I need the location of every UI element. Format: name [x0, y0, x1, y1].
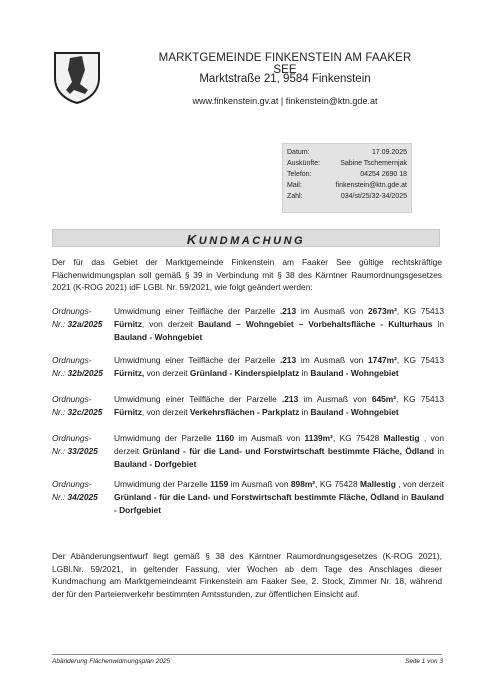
item-number-label: Ordnungs- Nr.: 32c/2025: [52, 394, 103, 417]
footer-document-name: Abänderung Flächenwidmungsplan 2025: [52, 658, 171, 665]
item-number-label: Ordnungs- Nr.: 33/2025: [52, 433, 98, 456]
info-label: Datum:: [287, 149, 310, 156]
item-description: Umwidmung einer Teilfläche der Parzelle .213 im Ausmaß von 2673m², KG 75413 Fürnitz, von derzeit Bauland – Wohngebiet – Vorbehaltsfläche - Kulturhaus in Bauland - Wohngebiet: [114, 306, 445, 342]
municipality-crest-logo: [52, 50, 102, 105]
info-row: [287, 147, 407, 158]
info-box: [282, 143, 412, 213]
info-label: Mail:: [287, 182, 302, 189]
intro-paragraph: Der für das Gebiet der Marktgemeinde Finkenstein am Faaker See gültige rechtskräftige Flächenwidmungsplan soll gemäß § 39 in Verbindung mit § 38 des Kärntner Raumordnungsgesetzes 2021 (K-ROG 2021) idF LGBl. Nr. 59/2021, wie folgt geändert werden:: [52, 257, 442, 292]
info-row: [287, 169, 407, 180]
footer-divider: [52, 654, 442, 655]
item-description: Umwidmung der Parzelle 1159 im Ausmaß von 898m², KG 75428 Mallestig , von derzeit Grünland - für die Land- und Forstwirtschaft bestimmte Fläche, Ödland in Bauland - Dorfgebiet: [114, 479, 445, 515]
info-value: Sabine Tschemernjak: [340, 160, 407, 167]
item-number-label: Ordnungs- Nr.: 32b/2025: [52, 355, 103, 378]
item-description: Umwidmung der Parzelle 1160 im Ausmaß von 1139m², KG 75428 Mallestig , von derzeit Grünland - für die Land- und Forstwirtschaft bestimmte Fläche, Ödland in Bauland - Dorfgebiet: [114, 433, 445, 469]
info-value: 034/st/25/32-34/2025: [340, 193, 407, 200]
info-label: Auskünfte:: [287, 160, 321, 167]
municipality-web-contact: www.finkenstein.gv.at | finkenstein@ktn.gde.at: [192, 96, 378, 106]
info-value: 04254 2690 18: [360, 171, 407, 178]
municipality-address: Marktstraße 21, 9584 Finkenstein: [199, 73, 371, 85]
item-description: Umwidmung einer Teilfläche der Parzelle .213 im Ausmaß von 645m², KG 75413 Fürnitz, von derzeit Verkehrsflächen - Parkplatz in Bauland - Wohngebiet: [114, 394, 445, 417]
municipality-name: MARKTGEMEINDE FINKENSTEIN AM FAAKER SEE: [158, 52, 412, 76]
info-row: [287, 191, 407, 202]
title-bar: [52, 229, 440, 247]
item-number-label: Ordnungs- Nr.: 32a/2025: [52, 306, 103, 329]
info-row: [287, 158, 407, 169]
info-label: Telefon:: [287, 171, 312, 178]
item-description: Umwidmung einer Teilfläche der Parzelle .213 im Ausmaß von 1747m², KG 75413 Fürnitz, von derzeit Grünland - Kinderspielplatz in Bauland - Wohngebiet: [114, 355, 444, 378]
footer-page-number: Seite 1 von 3: [405, 658, 443, 665]
item-number-label: Ordnungs- Nr.: 34/2025: [52, 479, 98, 502]
document-title: KUNDMACHUNG: [186, 232, 306, 247]
info-label: Zahl:: [287, 193, 303, 200]
closing-paragraph: Der Abänderungsentwurf liegt gemäß § 38 des Kärntner Raumordnungsgesetzes (K-ROG 2021), LGBl.Nr. 59/2021, in geltender Fassung, vier Wochen ab dem Tage des Anschlages dieser Kundmachung am Marktgemeindeamt Finkenstein am Faaker See, 2. Stock, Zimmer Nr. 18, während der für den Parteienverkehr bestimmten Amtsstunden, zur öffentlichen Einsicht auf.: [52, 551, 442, 599]
info-row: [287, 180, 407, 191]
info-value: finkenstein@ktn.gde.at: [335, 182, 407, 189]
info-value: 17.09.2025: [371, 149, 407, 156]
